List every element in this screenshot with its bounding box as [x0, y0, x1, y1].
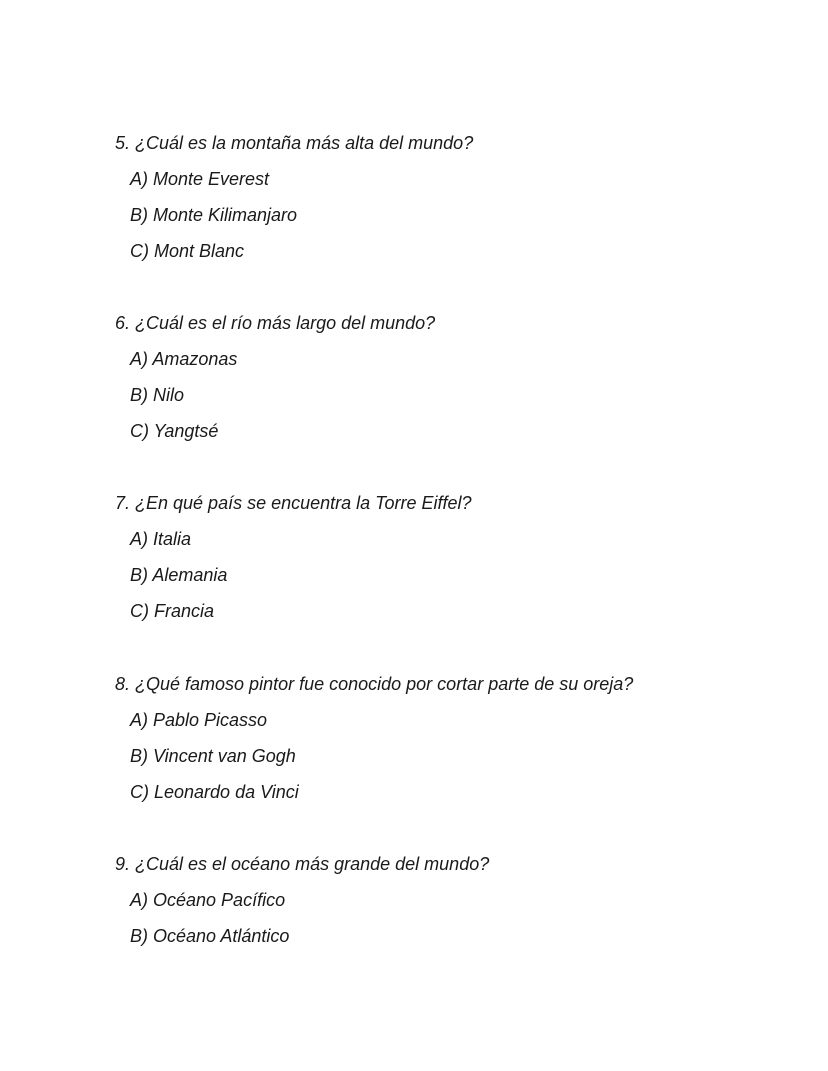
question-7	[115, 492, 795, 622]
question-9-option-a: A) Océano Pacífico	[130, 890, 286, 910]
question-5-options	[115, 168, 795, 262]
question-7-option-a: A) Italia	[130, 529, 192, 549]
question-6-text: 6. ¿Cuál es el río más largo del mundo?	[115, 313, 436, 333]
question-7-text: 7. ¿En qué país se encuentra la Torre Eiffel?	[115, 493, 472, 513]
question-5-option-c: C) Mont Blanc	[130, 241, 245, 261]
question-8-option-c: C) Leonardo da Vinci	[130, 782, 299, 802]
question-8	[115, 673, 795, 803]
question-5-option-b: B) Monte Kilimanjaro	[130, 205, 298, 225]
question-9	[115, 853, 795, 947]
question-5	[115, 132, 795, 262]
question-7-option-c: C) Francia	[130, 601, 215, 621]
question-8-options	[115, 709, 795, 803]
question-6-option-c: C) Yangtsé	[130, 421, 219, 441]
question-6-option-b: B) Nilo	[130, 385, 185, 405]
question-9-option-b: B) Océano Atlántico	[130, 926, 290, 946]
question-5-option-a: A) Monte Everest	[130, 169, 270, 189]
question-8-text: 8. ¿Qué famoso pintor fue conocido por cortar parte de su oreja?	[115, 674, 634, 694]
question-8-option-b: B) Vincent van Gogh	[130, 746, 296, 766]
question-6-options	[115, 348, 795, 442]
question-7-option-b: B) Alemania	[130, 565, 228, 585]
question-9-options	[115, 889, 795, 947]
question-6-option-a: A) Amazonas	[130, 349, 238, 369]
question-7-options	[115, 528, 795, 622]
question-9-text: 9. ¿Cuál es el océano más grande del mundo?	[115, 854, 490, 874]
question-5-text: 5. ¿Cuál es la montaña más alta del mundo?	[115, 133, 474, 153]
question-6	[115, 312, 795, 442]
question-8-option-a: A) Pablo Picasso	[130, 710, 268, 730]
